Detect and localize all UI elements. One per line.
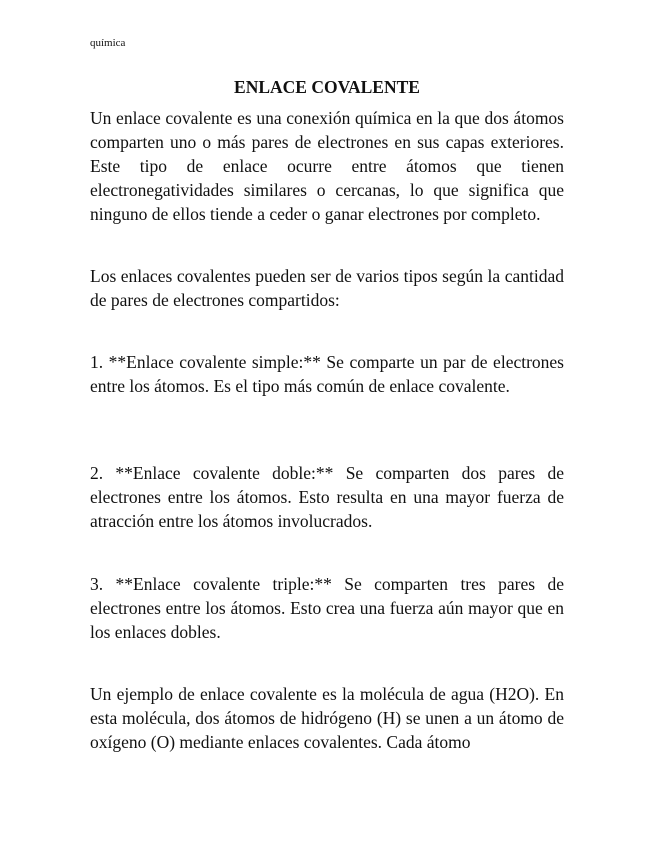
page-title: ENLACE COVALENTE (234, 77, 420, 97)
paragraph-triple-bond: 3. **Enlace covalente triple:** Se comparten tres pares de electrones entre los átomos. Esto crea una fuerza aún mayor que en los enlaces dobles. (90, 574, 564, 642)
page-header: química (90, 37, 126, 49)
paragraph-intro: Un enlace covalente es una conexión química en la que dos átomos comparten uno o más pares de electrones en sus capas exteriores. Este tipo de enlace ocurre entre átomos que tienen electronegatividades similares o cercanas, lo que significa que ninguno de ellos tiende a ceder o ganar electrones por completo. (90, 108, 564, 224)
paragraph-types: Los enlaces covalentes pueden ser de varios tipos según la cantidad de pares de electrones compartidos: (90, 266, 564, 310)
paragraph-double-bond: 2. **Enlace covalente doble:** Se comparten dos pares de electrones entre los átomos. Esto resulta en una mayor fuerza de atracción entre los átomos involucrados. (90, 463, 564, 531)
paragraph-water-example: Un ejemplo de enlace covalente es la molécula de agua (H2O). En esta molécula, dos átomos de hidrógeno (H) se unen a un átomo de oxígeno (O) mediante enlaces covalentes. Cada átomo (90, 684, 564, 752)
paragraph-simple-bond: 1. **Enlace covalente simple:** Se comparte un par de electrones entre los átomos. Es el tipo más común de enlace covalente. (90, 352, 564, 396)
